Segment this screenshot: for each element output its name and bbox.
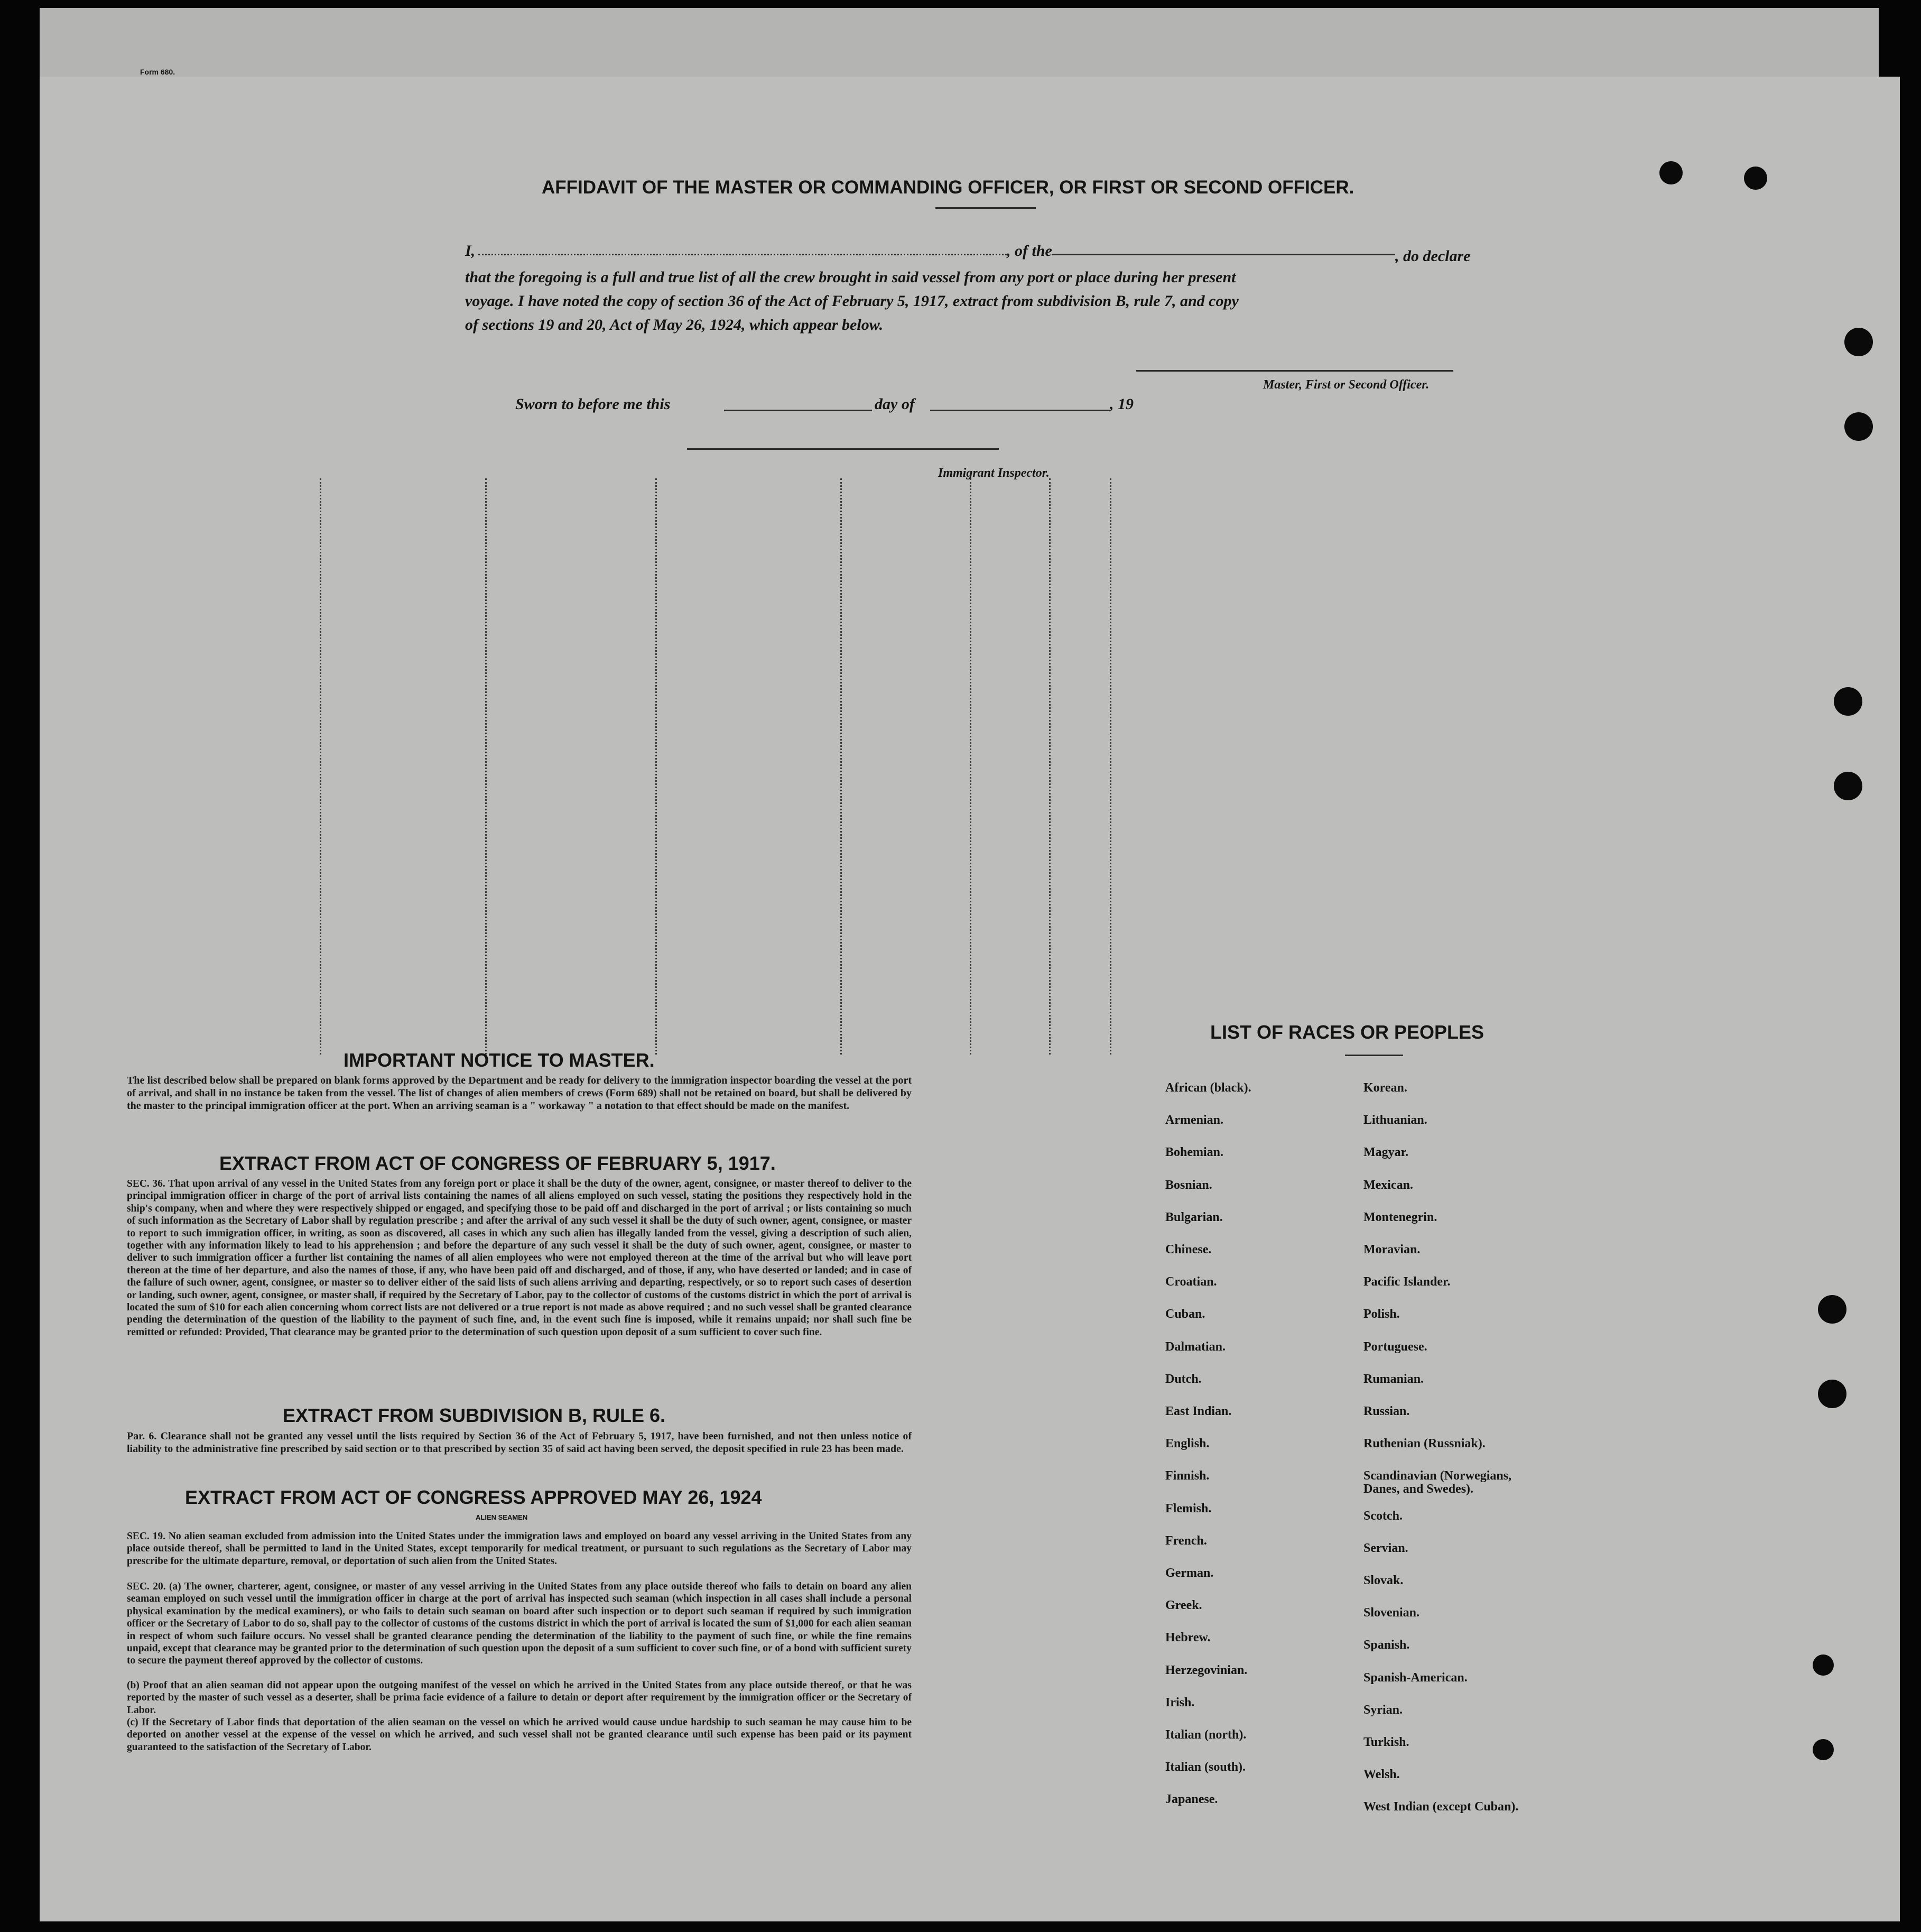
race-item: Chinese. [1165,1243,1212,1256]
races-underline [1345,1055,1403,1056]
binder-hole-icon [1659,161,1683,184]
race-item: Finnish. [1165,1469,1210,1483]
sworn-prefix: Sworn to before me this [515,395,671,413]
race-item: African (black). [1165,1081,1251,1095]
column-rule [320,478,321,1055]
column-rule [485,478,487,1055]
back-sheet-edge [40,8,1879,79]
race-item: Welsh. [1363,1768,1400,1782]
sworn-year: , 19 [1110,395,1134,413]
extract-1924-subtitle: ALIEN SEAMEN [476,1513,528,1521]
race-item: Flemish. [1165,1501,1212,1515]
extract-1924-title: EXTRACT FROM ACT OF CONGRESS APPROVED MAY 26, 1924 [185,1486,762,1508]
form-number: Form 680. [140,68,175,76]
race-item: Dalmatian. [1165,1339,1226,1354]
binder-hole-icon [1813,1654,1834,1676]
race-item: Cuban. [1165,1307,1205,1321]
affidavit-i: I, [465,242,476,260]
race-scandinavian-line2: Danes, and Swedes). [1363,1482,1474,1496]
race-item: Slovak. [1363,1574,1404,1587]
extract-rule6-body: Par. 6. Clearance shall not be granted any vessel until the lists required by Section 36 of the Act of February 5, 1917, have been furnished, and not then unless notice of liability to the administrative fine prescribed by said section or to that prescribed by section 35 of said act having been served, the deposit specified in rule 23 has been made. [127,1430,912,1455]
inspector-signature-line[interactable] [687,448,999,450]
race-item: Magyar. [1363,1145,1409,1160]
race-item: Spanish-American. [1363,1670,1468,1685]
race-item: West Indian (except Cuban). [1363,1800,1519,1814]
sworn-day-blank[interactable] [724,410,872,411]
sec20c-body: (c) If the Secretary of Labor finds that deportation of the alien seaman on the vessel on which he arrived would cause undue hardship to such seaman he may cause him to be deported on another vessel at the expense of the vessel on which he arrived, and such vessel shall not be granted clearance until such expense has been paid or its payment guaranteed to the satisfaction of the Secretary of Labor. [127,1717,912,1753]
sec19-body: SEC. 19. No alien seaman excluded from admission into the United States under the immigration laws and employed on board any vessel arriving in the United States from any place outside thereof, shall be permitted to land in the United States, except temporarily for medical treatment, or pursuant to such regulations as the Secretary of Labor may prescribe for the ultimate departure, removal, or deportation of such alien from the United States. [127,1531,912,1567]
extract-1917-body: SEC. 36. That upon arrival of any vessel in the United States from any foreign port or place it shall be the duty of the owner, agent, consignee, or master thereof to deliver to the principal immigration officer in charge of the port of arrival lists containing the names of all aliens employed on such vessel, stating the positions they respectively hold in the ship's company, when and where they were respectively shipped or engaged, and specifying those to be paid off and discharged in the port of arrival ; or lists containing so much of such information as the Secretary of Labor shall by regulation prescribe ; and after the arrival of any such vessel it shall be the duty of such owner, agent, consignee, or master to report to such immigration officer, in writing, as soon as discovered, all cases in which any such alien has illegally landed from the vessel, giving a description of such alien, together with any information likely to lead to his apprehension ; and before the departure of any such vessel it shall be the duty of such owner, agent, consignee, or master to deliver to such immigration officer a further list containing the names of all alien employees who were not employed thereon at the time of the arrival but who will leave port thereon at the time of her departure, and also the names of those, if any, who have been paid off and discharged, and of those, if any, who have deserted or landed; and in case of the failure of such owner, agent, consignee, or master so to deliver either of the said lists of such aliens arriving and departing, respectively, or so to report such cases of desertion or landing, such owner, agent, consignee, or master shall, if required by the Secretary of Labor, pay to the collector of customs of the customs district in which the port of arrival is located the sum of $10 for each alien concerning whom correct lists are not delivered or a true report is not made as above required ; and no such vessel shall be granted clearance pending the determination of the question of the liability to the payment of such fine, and, in the event such fine is imposed, while it remains unpaid; nor shall such fine be remitted or refunded: Provided, That clearance may be granted prior to the determination of such question upon deposit of a sum sufficient to cover such fine. [127,1178,912,1338]
binder-hole-icon [1818,1295,1846,1324]
affidavit-title: AFFIDAVIT OF THE MASTER OR COMMANDING OFFICER, OR FIRST OR SECOND OFFICER. [542,177,1354,198]
title-underline [935,207,1036,209]
affidavit-declare: , do declare [1395,247,1471,265]
race-item: Scandinavian (Norwegians, [1363,1469,1512,1483]
binder-hole-icon [1818,1380,1846,1408]
binder-hole-icon [1813,1739,1834,1760]
affidavit-body-2: voyage. I have noted the copy of section 36 of the Act of February 5, 1917, extract from subdivision B, rule 7, and copy [465,292,1239,310]
race-item: Montenegrin. [1363,1210,1437,1224]
column-rule [840,478,842,1055]
race-item: Portuguese. [1363,1339,1427,1354]
binder-hole-icon [1844,328,1873,356]
race-item: East Indian. [1165,1404,1232,1418]
notice-body: The list described below shall be prepared on blank forms approved by the Department and be ready for delivery to the immigration inspector boarding the vessel at the port of arrival, and shall in no instance be taken from the vessel. The list of changes of alien members of crews (Form 689) shall not be retained on board, but shall be delivered by the master to the principal immigration officer at the port. When an arriving seaman is a " workaway " a notation to that effect should be made on the manifest. [127,1075,912,1112]
sworn-day-of: day of [875,395,915,413]
affidavit-body-1: that the foregoing is a full and true list of all the crew brought in said vessel from any port or place during her present [465,269,1236,286]
race-item: English. [1165,1437,1210,1451]
race-item: Scotch. [1363,1509,1403,1523]
race-item: Irish. [1165,1695,1195,1709]
race-item: Japanese. [1165,1792,1218,1807]
affidavit-body-3: of sections 19 and 20, Act of May 26, 1924, which appear below. [465,316,884,334]
race-item: Dutch. [1165,1372,1202,1386]
column-rule [1110,478,1111,1055]
signature-line[interactable] [1136,370,1453,372]
race-item: Mexican. [1363,1178,1413,1192]
binder-hole-icon [1834,687,1862,716]
race-item: Korean. [1363,1081,1407,1095]
races-title: LIST OF RACES OR PEOPLES [1210,1021,1484,1043]
binder-hole-icon [1834,772,1862,800]
affidavit-of-the: , of the [1007,242,1052,260]
race-item: Greek. [1165,1598,1202,1613]
race-item: Armenian. [1165,1113,1223,1127]
extract-1917-title: EXTRACT FROM ACT OF CONGRESS OF FEBRUARY 5, 1917. [219,1152,776,1174]
race-item: Croatian. [1165,1275,1217,1289]
race-item: Turkish. [1363,1735,1409,1749]
race-item: Bohemian. [1165,1145,1224,1160]
race-item: German. [1165,1566,1214,1580]
race-item: Rumanian. [1363,1372,1424,1386]
race-item: Spanish. [1363,1638,1410,1652]
race-item: Servian. [1363,1541,1408,1555]
column-rule [970,478,971,1055]
race-item: Slovenian. [1363,1606,1420,1620]
extract-rule6-title: EXTRACT FROM SUBDIVISION B, RULE 6. [283,1404,666,1426]
race-item: Syrian. [1363,1703,1403,1717]
name-blank[interactable] [478,254,1007,255]
race-item: Pacific Islander. [1363,1275,1451,1289]
race-item: Russian. [1363,1404,1410,1418]
sworn-month-blank[interactable] [930,410,1110,411]
race-item: Italian (south). [1165,1760,1246,1774]
vessel-blank[interactable] [1052,254,1395,255]
sec20a-body: SEC. 20. (a) The owner, charterer, agent, consignee, or master of any vessel arriving in the United States from any place outside thereof who fails to detain on board any alien seaman employed on such vessel until the immigration officer in charge at the port of arrival has inspected such seaman (which inspection in all cases shall include a personal physical examination by the medical examiners), or who fails to detain such seaman on board after such inspection or to deport such seaman if required by such immigration officer or the Secretary of Labor to do so, shall pay to the collector of customs of the customs district in which the port of arrival is located the sum of $1,000 for each alien seaman in respect of whom such failure occurs. No vessel shall be granted clearance pending the determination of the liability to the payment of such fine, or while the fine remains unpaid, except that clearance may be granted prior to the determination of such question upon the deposit of a sum sufficient to cover such fine, or of a bond with sufficient surety to secure the payment thereof approved by the collector of customs. [127,1581,912,1667]
race-item: Italian (north). [1165,1728,1247,1742]
inspector-caption: Immigrant Inspector. [938,466,1050,480]
binder-hole-icon [1744,167,1767,190]
signature-caption: Master, First or Second Officer. [1263,378,1430,392]
binder-hole-icon [1844,412,1873,441]
race-item: Bosnian. [1165,1178,1212,1192]
column-rule [655,478,657,1055]
notice-title: IMPORTANT NOTICE TO MASTER. [344,1049,655,1071]
race-item: Hebrew. [1165,1631,1211,1645]
race-item: Bulgarian. [1165,1210,1223,1224]
race-item: Ruthenian (Russniak). [1363,1437,1486,1451]
race-item: Polish. [1363,1307,1400,1321]
race-item: French. [1165,1533,1207,1548]
column-rule [1049,478,1051,1055]
race-item: Moravian. [1363,1243,1421,1256]
race-item: Lithuanian. [1363,1113,1427,1127]
race-item: Herzegovinian. [1165,1663,1248,1677]
sec20b-body: (b) Proof that an alien seaman did not appear upon the outgoing manifest of the vessel on which he arrived in the United States from any place outside thereof, or that he was reported by the master of such vessel as a deserter, shall be prima facie evidence of a failure to detain or deport after requirement by the immigration officer or the Secretary of Labor. [127,1680,912,1716]
